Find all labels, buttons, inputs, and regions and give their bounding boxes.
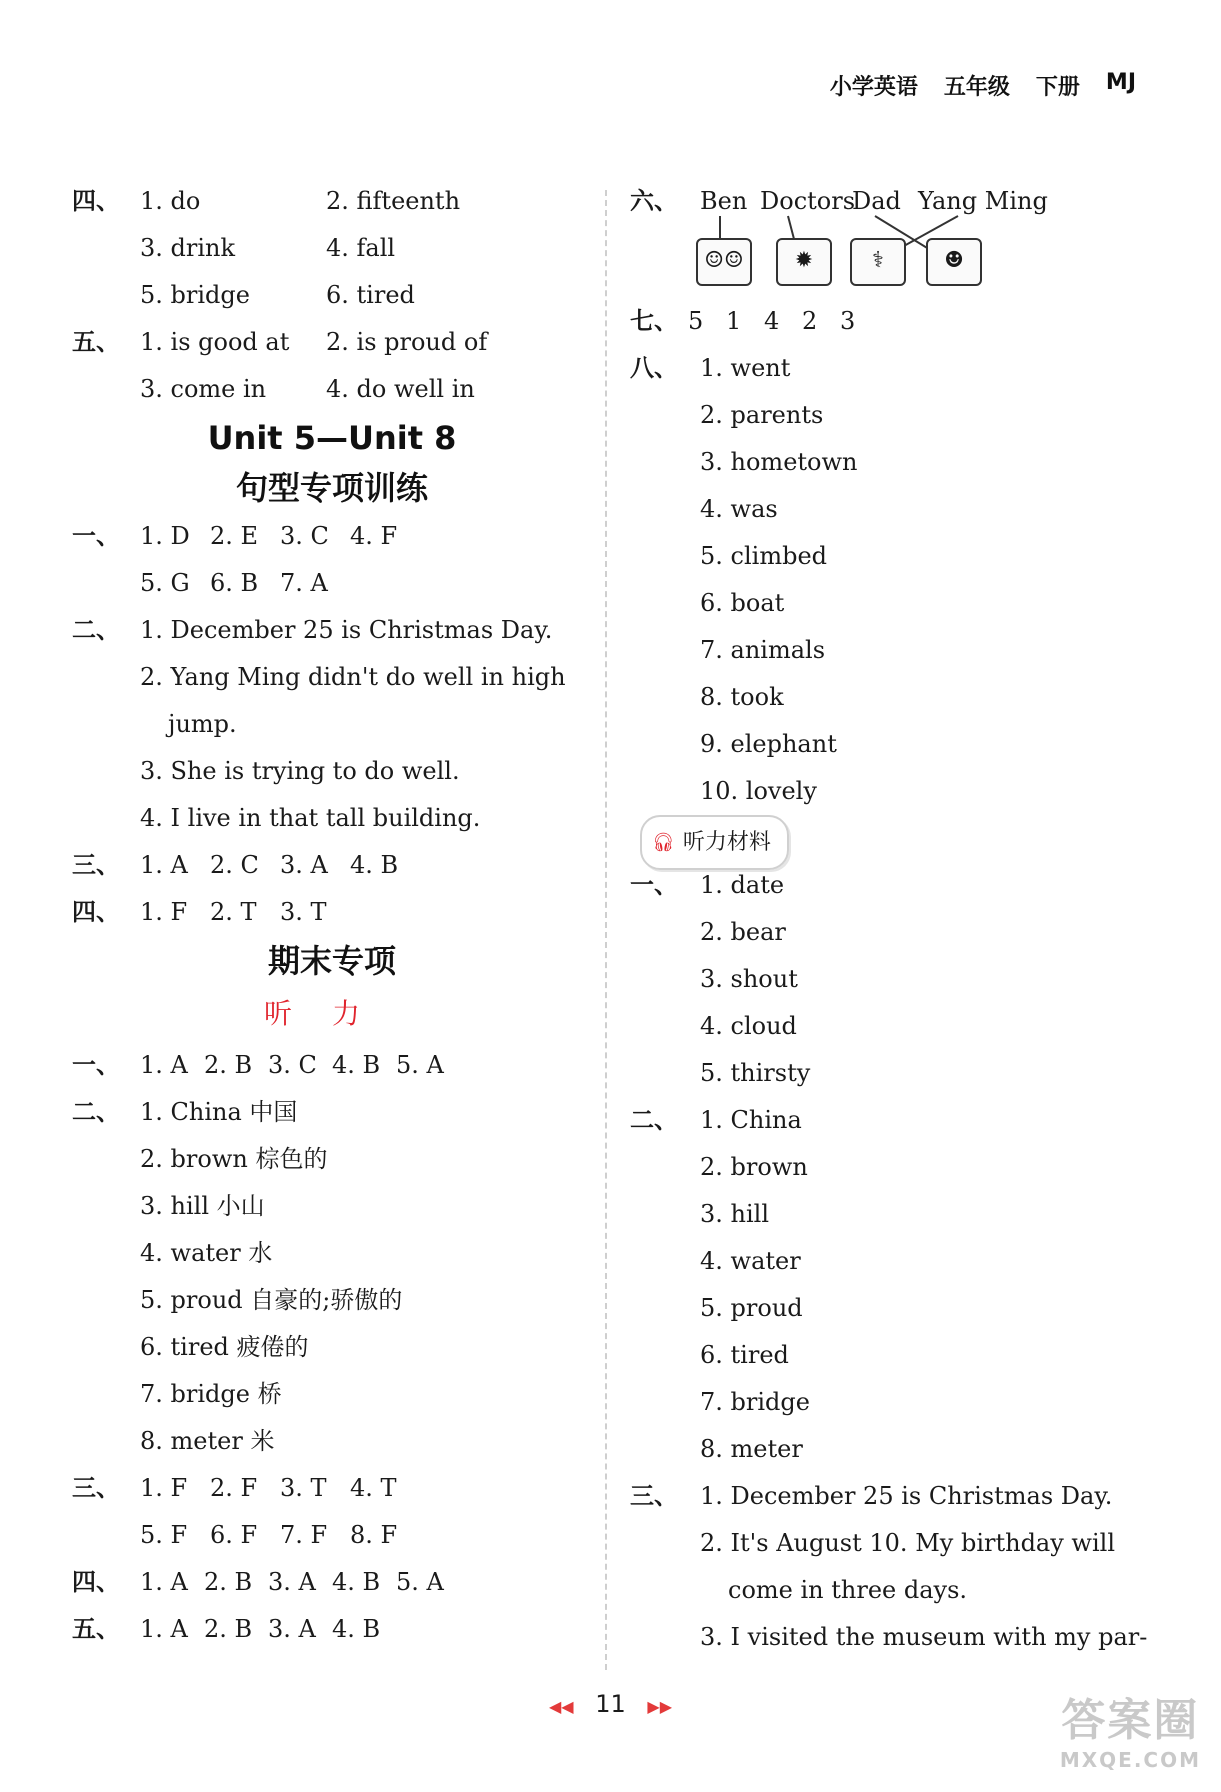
answer-line — [72, 1183, 592, 1230]
listening-material-label: 听力材料 — [682, 830, 771, 855]
answer-line — [630, 1473, 1150, 1520]
answer-item: 4. fall — [326, 234, 396, 262]
answer-line — [72, 654, 592, 701]
answer-item: 1. date — [700, 871, 785, 899]
match-name: Doctors — [760, 187, 856, 215]
answer-line — [630, 1097, 1150, 1144]
section-mark: 一、 — [72, 522, 120, 550]
answer-sentence: 3. She is trying to do well. — [140, 757, 460, 785]
section-title: Unit 5—Unit 8 — [207, 419, 457, 457]
answer-item: 3. drink — [140, 234, 236, 262]
answer-line — [72, 607, 592, 654]
answer-item: 4. T — [350, 1474, 397, 1502]
answer-item: 2. brown — [700, 1153, 808, 1181]
answer-line — [72, 795, 592, 842]
section-mark: 五、 — [72, 1615, 120, 1643]
answer-item: 7. F — [280, 1521, 328, 1549]
answer-item: 4. water 水 — [140, 1239, 273, 1267]
section-mark: 四、 — [72, 187, 120, 215]
answer-item: 2. bear — [700, 918, 786, 946]
answer-item: 4. B — [350, 851, 399, 879]
answer-item: 5. F — [140, 1521, 188, 1549]
section-mark: 五、 — [72, 328, 120, 356]
answer-line — [630, 1332, 1150, 1379]
section-mark: 二、 — [630, 1106, 678, 1134]
section-mark: 三、 — [72, 851, 120, 879]
answer-sentence: 1. December 25 is Christmas Day. — [700, 1482, 1113, 1510]
virus-picture-icon: ✹ — [776, 238, 832, 286]
prev-arrows-icon: ◀◀ — [548, 1697, 574, 1716]
answer-item: 4. do well in — [326, 375, 475, 403]
header-grade: 五年级 — [943, 75, 1010, 100]
answer-sentence-continued: come in three days. — [728, 1576, 968, 1604]
match-name: Ben — [700, 187, 748, 215]
section-subtitle: 听力 — [263, 997, 400, 1030]
answer-line — [72, 1136, 592, 1183]
answer-item: 7. bridge 桥 — [140, 1380, 282, 1408]
answer-sentence: 1. December 25 is Christmas Day. — [140, 616, 553, 644]
answer-item: 1. A — [140, 1051, 188, 1079]
answer-line — [630, 1285, 1150, 1332]
answer-item: 9. elephant — [700, 730, 837, 758]
answer-line — [72, 1277, 592, 1324]
answer-line — [72, 1089, 592, 1136]
answer-item: 5. G — [140, 569, 190, 597]
answer-item: 3. come in — [140, 375, 267, 403]
answer-line — [630, 439, 1150, 486]
answer-item: 7. A — [280, 569, 328, 597]
answer-line — [72, 1324, 592, 1371]
answer-line — [72, 225, 592, 272]
answer-line — [630, 1003, 1150, 1050]
answer-line — [72, 513, 592, 560]
answer-item: 7. animals — [700, 636, 826, 664]
column-divider — [605, 190, 607, 1670]
answer-item: 5. A — [396, 1051, 444, 1079]
answer-line — [630, 721, 1150, 768]
answer-item: 1. F — [140, 1474, 188, 1502]
answer-line — [72, 1418, 592, 1465]
answer-line — [630, 533, 1150, 580]
answer-item: 1. do — [140, 187, 201, 215]
answer-item: 4. F — [350, 522, 398, 550]
family-picture-icon: ☺☺ — [696, 238, 752, 286]
answer-line — [72, 1042, 592, 1089]
order-number: 1 — [726, 307, 742, 335]
answer-line — [72, 366, 592, 413]
section-mark: 六、 — [630, 187, 678, 215]
matching-pictures-row — [630, 238, 1150, 298]
header-subject: 小学英语 — [829, 75, 918, 100]
page-footer — [0, 1690, 1221, 1718]
answer-item: 8. took — [700, 683, 784, 711]
answer-item: 2. B — [204, 1051, 253, 1079]
order-number: 4 — [764, 307, 780, 335]
answer-item: 2. fifteenth — [326, 187, 461, 215]
answer-line — [630, 1144, 1150, 1191]
answer-item: 4. cloud — [700, 1012, 797, 1040]
section-mark: 八、 — [630, 354, 678, 382]
answer-item: 3. C — [268, 1051, 317, 1079]
answer-sentence: 2. It's August 10. My birthday will — [700, 1529, 1115, 1557]
hospital-bed-picture-icon: ⚕ — [850, 238, 906, 286]
answer-item: 6. tired 疲倦的 — [140, 1333, 309, 1361]
page-header — [830, 70, 1136, 101]
section-mark: 四、 — [72, 1568, 120, 1596]
answer-item: 2. T — [210, 898, 257, 926]
student-picture-icon: ☻ — [926, 238, 982, 286]
answer-item: 4. B — [332, 1568, 381, 1596]
answer-line — [72, 748, 592, 795]
match-name: Yang Ming — [918, 187, 1048, 215]
section-title: 句型专项训练 — [235, 469, 428, 507]
answer-item: 1. went — [700, 354, 791, 382]
section-mark: 一、 — [630, 871, 678, 899]
answer-line — [72, 319, 592, 366]
answer-line — [72, 1465, 592, 1512]
answer-line — [72, 560, 592, 607]
answer-line — [72, 842, 592, 889]
answer-line — [630, 298, 1150, 345]
answer-item: 5. thirsty — [700, 1059, 811, 1087]
section-title: 期末专项 — [267, 942, 396, 980]
order-number: 3 — [840, 307, 856, 335]
answer-line — [630, 956, 1150, 1003]
matching-names-row — [630, 178, 1150, 238]
answer-line — [72, 1512, 592, 1559]
answer-line — [630, 1191, 1150, 1238]
answer-item: 2. F — [210, 1474, 258, 1502]
answer-item: 10. lovely — [700, 777, 817, 805]
match-name: Dad — [852, 187, 901, 215]
answer-item: 3. T — [280, 1474, 327, 1502]
section-mark: 二、 — [72, 1098, 120, 1126]
answer-item: 8. F — [350, 1521, 398, 1549]
answer-sentence: 3. I visited the museum with my par- — [700, 1623, 1148, 1651]
answer-line — [630, 862, 1150, 909]
answer-sentence: 4. I live in that tall building. — [140, 804, 481, 832]
answer-item: 6. tired — [326, 281, 415, 309]
answer-line — [630, 580, 1150, 627]
answer-line — [72, 889, 592, 936]
left-column — [72, 178, 592, 1653]
answer-item: 3. C — [280, 522, 329, 550]
answer-item: 1. A — [140, 1615, 188, 1643]
header-term: 下册 — [1035, 75, 1080, 100]
answer-line — [72, 1606, 592, 1653]
answer-line — [630, 1567, 1150, 1614]
answer-item: 4. B — [332, 1615, 381, 1643]
answer-item: 3. hill 小山 — [140, 1192, 265, 1220]
answer-sentence: 2. Yang Ming didn't do well in high — [140, 663, 566, 691]
site-watermark — [1060, 1684, 1201, 1772]
answer-item: 2. C — [210, 851, 259, 879]
answer-item: 1. D — [140, 522, 190, 550]
answer-line — [630, 674, 1150, 721]
answer-item: 2. E — [210, 522, 259, 550]
section-mark: 一、 — [72, 1051, 120, 1079]
answer-item: 1. China — [700, 1106, 802, 1134]
listening-material-tag-line — [630, 815, 1150, 862]
answer-item: 7. bridge — [700, 1388, 810, 1416]
section-mark: 二、 — [72, 616, 120, 644]
answer-line — [630, 768, 1150, 815]
answer-item: 4. water — [700, 1247, 801, 1275]
answer-line — [630, 909, 1150, 956]
answer-sentence-continued: jump. — [168, 710, 237, 738]
answer-item: 4. B — [332, 1051, 381, 1079]
answer-item: 1. China 中国 — [140, 1098, 298, 1126]
answer-line — [630, 627, 1150, 674]
answer-line — [72, 1230, 592, 1277]
answer-item: 5. climbed — [700, 542, 828, 570]
answer-line — [630, 1614, 1150, 1661]
answer-item: 2. parents — [700, 401, 824, 429]
answer-line — [72, 1559, 592, 1606]
answer-item: 3. T — [280, 898, 327, 926]
answer-item: 3. shout — [700, 965, 798, 993]
header-edition: MJ — [1105, 70, 1136, 95]
answer-item: 2. B — [204, 1568, 253, 1596]
answer-item: 2. B — [204, 1615, 253, 1643]
answer-item: 3. A — [280, 851, 328, 879]
answer-line — [630, 1426, 1150, 1473]
answer-item: 5. bridge — [140, 281, 250, 309]
answer-line — [630, 1379, 1150, 1426]
answer-line — [630, 1050, 1150, 1097]
answer-item: 6. B — [210, 569, 259, 597]
section-mark: 三、 — [630, 1482, 678, 1510]
watermark-url: MXQE.COM — [1059, 1748, 1201, 1772]
answer-line — [72, 701, 592, 748]
answer-item: 5. proud — [700, 1294, 803, 1322]
answer-item: 5. A — [396, 1568, 444, 1596]
answer-item: 1. F — [140, 898, 188, 926]
answer-line — [630, 392, 1150, 439]
section-mark: 七、 — [630, 307, 678, 335]
answer-item: 6. tired — [700, 1341, 789, 1369]
answer-line — [630, 1520, 1150, 1567]
answer-item: 5. proud 自豪的;骄傲的 — [140, 1286, 403, 1314]
answer-line — [72, 1371, 592, 1418]
answer-item: 4. was — [700, 495, 778, 523]
answer-item: 3. A — [268, 1568, 316, 1596]
answer-item: 1. A — [140, 851, 188, 879]
answer-item: 3. A — [268, 1615, 316, 1643]
order-number: 5 — [688, 307, 704, 335]
answer-item: 1. A — [140, 1568, 188, 1596]
answer-item: 2. is proud of — [326, 328, 488, 356]
watermark-title: 答案圈 — [1061, 1695, 1200, 1746]
next-arrows-icon: ▶▶ — [647, 1697, 673, 1716]
page-number: 11 — [595, 1690, 626, 1718]
answer-item: 1. is good at — [140, 328, 290, 356]
section-mark: 四、 — [72, 898, 120, 926]
answer-item: 3. hill — [700, 1200, 770, 1228]
answer-item: 8. meter — [700, 1435, 803, 1463]
answer-item: 6. boat — [700, 589, 785, 617]
answer-line — [72, 178, 592, 225]
right-column — [630, 178, 1150, 1661]
answer-item: 8. meter 米 — [140, 1427, 275, 1455]
answer-line — [630, 345, 1150, 392]
answer-item: 2. brown 棕色的 — [140, 1145, 328, 1173]
headphones-icon: 🎧︎ — [652, 832, 675, 853]
answer-line — [72, 272, 592, 319]
answer-line — [630, 1238, 1150, 1285]
section-mark: 三、 — [72, 1474, 120, 1502]
answer-line — [630, 486, 1150, 533]
order-number: 2 — [802, 307, 818, 335]
answer-item: 3. hometown — [700, 448, 858, 476]
answer-item: 6. F — [210, 1521, 258, 1549]
